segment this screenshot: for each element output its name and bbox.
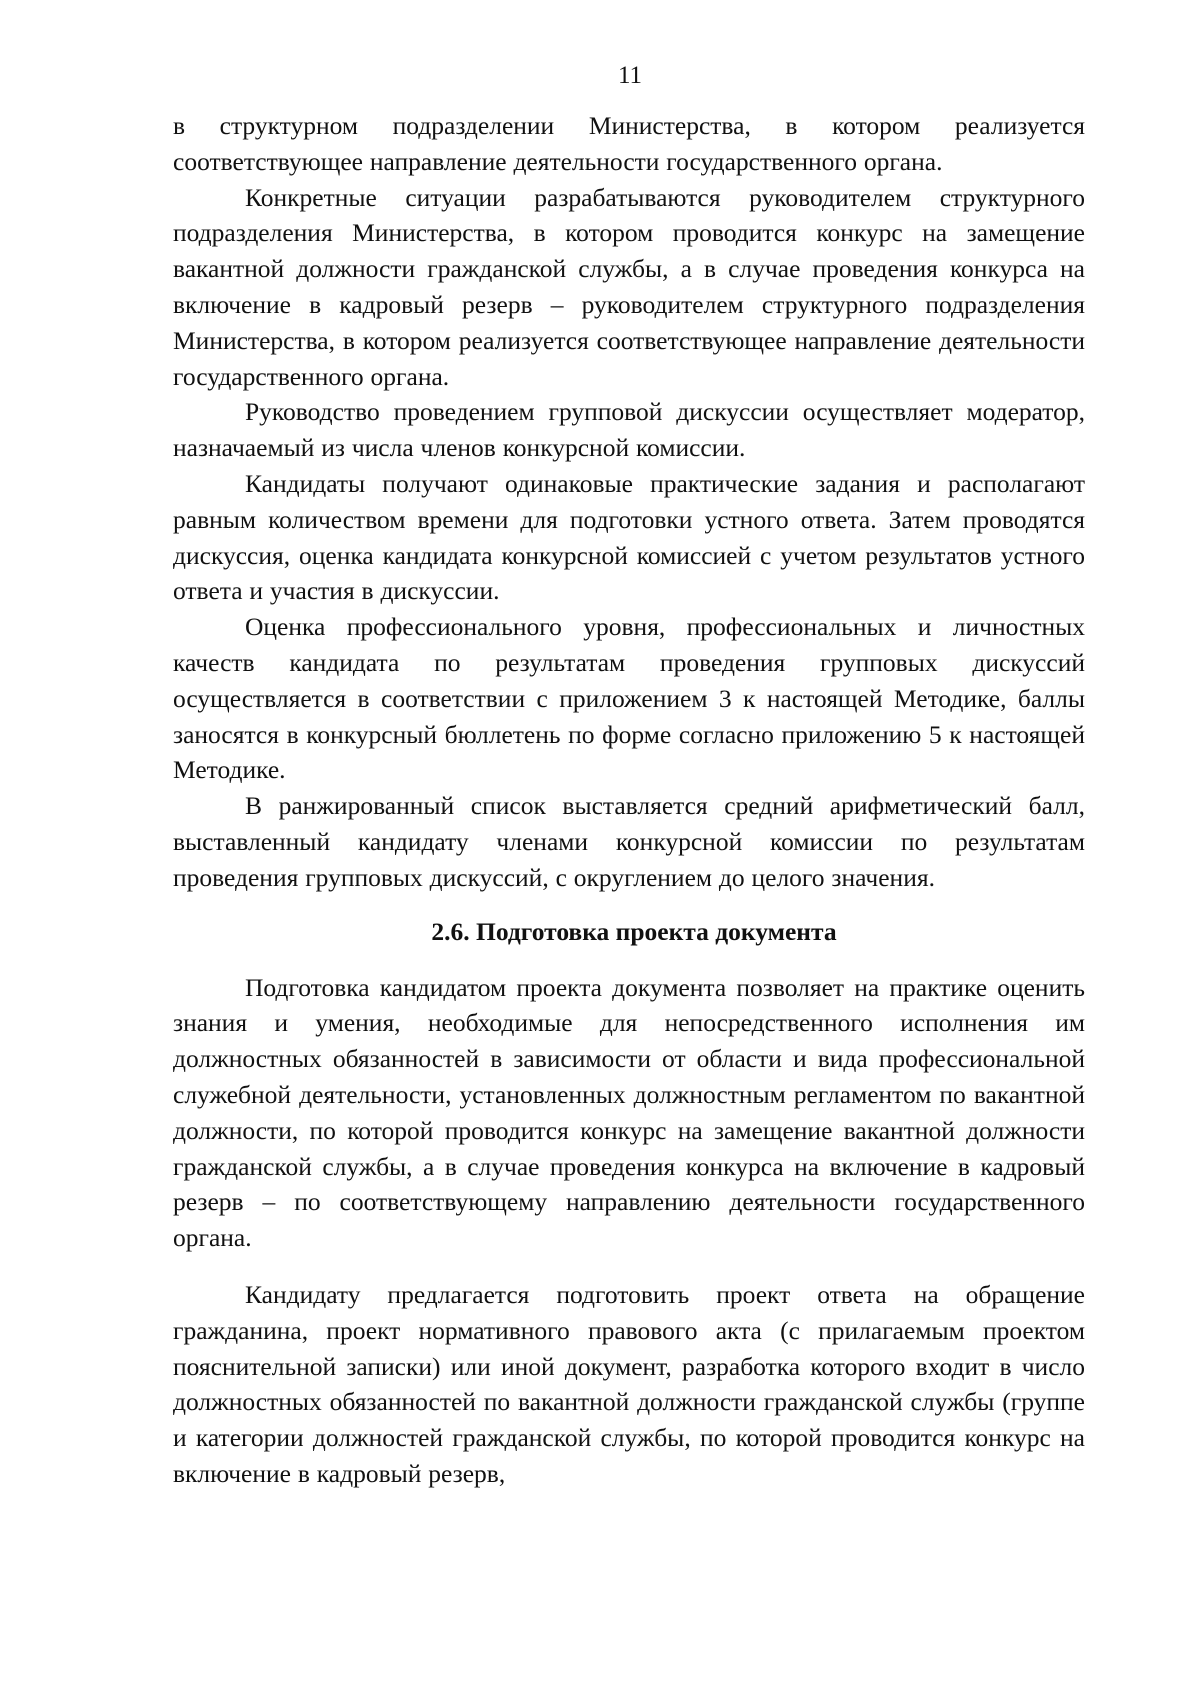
paragraph: Подготовка кандидатом проекта документа позволяет на практике оценить знания и умения, необходимые для непосредственного исполнения им должностных обязанностей в зависимости от области и вида профессиональной служебной деятельности, установленных должностным регламентом по вакантной должности, по которой проводится конкурс на замещение вакантной должности гражданской службы, а в случае проведения конкурса на включение в кадровый резерв – по соответствующему направлению деятельности государственного органа.	[173, 972, 1085, 1253]
section-heading: 2.6. Подготовка проекта документа	[431, 916, 837, 946]
document-body	[173, 108, 1085, 1492]
paragraph: Оценка профессионального уровня, профессиональных и личностных качеств кандидата по результатам проведения групповых дискуссий осуществляется в соответствии с приложением 3 к настоящей Методике, баллы заносятся в конкурсный бюллетень по форме согласно приложению 5 к настоящей Методике.	[173, 612, 1085, 785]
paragraph: Кандидаты получают одинаковые практические задания и располагают равным количеством времени для подготовки устного ответа. Затем проводятся дискуссия, оценка кандидата конкурсной комиссией с учетом результатов устного ответа и участия в дискуссии.	[173, 468, 1085, 606]
paragraph: Кандидату предлагается подготовить проект ответа на обращение гражданина, проект нормативного правового акта (с прилагаемым проектом пояснительной записки) или иной документ, разработка которого входит в число должностных обязанностей по вакантной должности гражданской службы (группе и категории должностей гражданской службы, по которой проводится конкурс на включение в кадровый резерв,	[173, 1279, 1085, 1488]
paragraph: в структурном подразделении Министерства, в котором реализуется соответствующее направление деятельности государственного органа.	[173, 111, 1085, 176]
paragraph: Руководство проведением групповой дискуссии осуществляет модератор, назначаемый из числа членов конкурсной комиссии.	[173, 397, 1085, 463]
paragraph: Конкретные ситуации разрабатываются руководителем структурного подразделения Министерства, в котором проводится конкурс на замещение вакантной должности гражданской службы, а в случае проведения конкурса на включение в кадровый резерв – руководителем структурного подразделения Министерства, в котором реализуется соответствующее направление деятельности государственного органа.	[173, 182, 1085, 391]
paragraph: В ранжированный список выставляется средний арифметический балл, выставленный кандидату членами конкурсной комиссии по результатам проведения групповых дискуссий, с округлением до целого значения.	[173, 791, 1085, 892]
page-number: 11	[617, 62, 643, 89]
paragraph-spacer	[173, 1256, 1085, 1277]
